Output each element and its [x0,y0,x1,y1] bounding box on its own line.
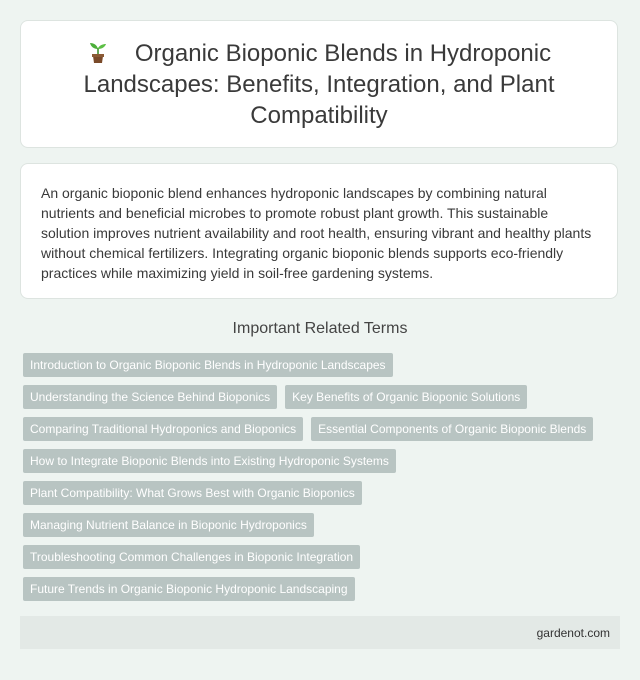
tag-row [23,353,623,377]
summary-card [20,163,618,299]
related-term-tag[interactable]: Future Trends in Organic Bioponic Hydroponic Landscaping [23,577,355,601]
tag-row [23,577,623,601]
related-term-tag[interactable]: Comparing Traditional Hydroponics and Bioponics [23,417,303,441]
tag-row [23,513,623,537]
footer-site-link[interactable]: gardenot.com [536,625,610,640]
related-term-tag[interactable]: Essential Components of Organic Bioponic Blends [311,417,593,441]
related-terms-list [23,353,623,609]
tag-row [23,545,623,569]
related-term-tag[interactable]: Managing Nutrient Balance in Bioponic Hydroponics [23,513,314,537]
related-terms-heading: Important Related Terms [232,320,408,337]
seedling-icon [87,40,109,62]
tag-row [23,385,623,409]
related-term-tag[interactable]: Introduction to Organic Bioponic Blends in Hydroponic Landscapes [23,353,393,377]
tag-row [23,417,623,441]
related-term-tag[interactable]: Understanding the Science Behind Bioponics [23,385,277,409]
related-term-tag[interactable]: Plant Compatibility: What Grows Best with Organic Bioponics [23,481,362,505]
related-term-tag[interactable]: Key Benefits of Organic Bioponic Solutions [285,385,527,409]
title-card [20,20,618,148]
related-term-tag[interactable]: Troubleshooting Common Challenges in Bioponic Integration [23,545,360,569]
footer [20,616,620,649]
page-title-text: Organic Bioponic Blends in Hydroponic Landscapes: Benefits, Integration, and Plant Compatibility [83,39,555,129]
related-term-tag[interactable]: How to Integrate Bioponic Blends into Existing Hydroponic Systems [23,449,396,473]
tag-row [23,481,623,505]
page-title [59,38,579,131]
tag-row [23,449,623,473]
summary-text: An organic bioponic blend enhances hydroponic landscapes by combining natural nutrients and beneficial microbes to promote robust plant growth. This sustainable solution improves nutrient availability and root health, ensuring vibrant and healthy plants without chemical fertilizers. Integrating organic bioponic blends supports eco-friendly practices while maximizing yield in soil-free gardening systems. [41,185,592,281]
